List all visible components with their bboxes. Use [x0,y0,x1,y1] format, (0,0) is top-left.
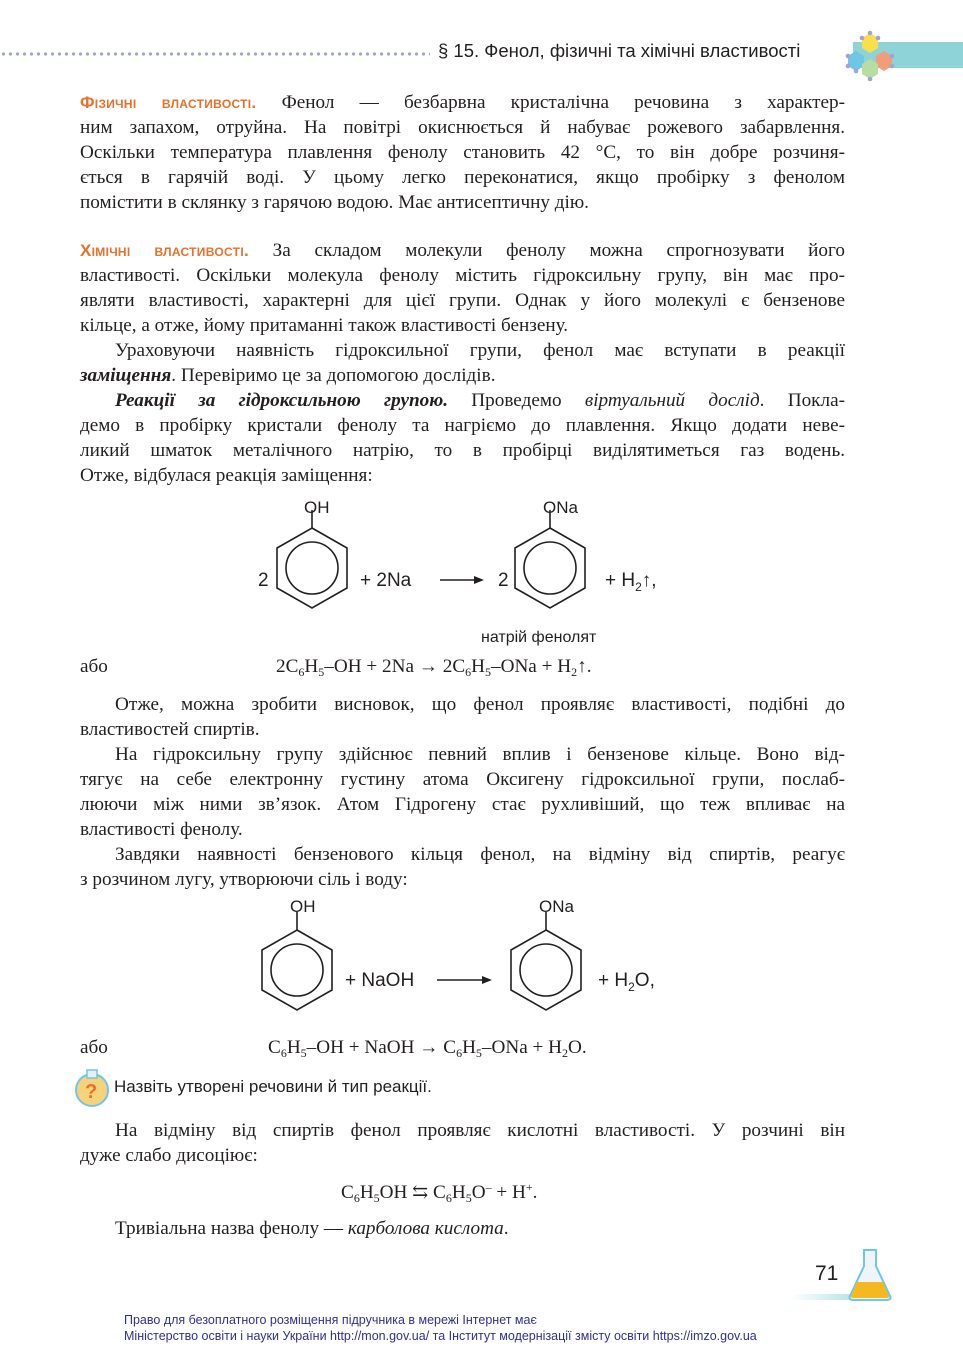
ona-label: ONa [543,498,578,517]
reaction-scheme-naoh [0,890,963,1020]
reagent-na: + 2Na [360,570,412,591]
page-number: 71 [815,1262,839,1285]
product-h2: + $H_2↑$, [605,570,657,594]
equation-sodium-line: $2C_6H_5-OH + 2Na \to 2C_6H_5-ONa$ + $H_2↑$. [276,656,592,679]
equation-naoh-line: $C_6H_5-OH$ + NaOH → $C_6H_5$–ONa + $H_2O$. [268,1037,587,1060]
oh-label: OH [290,897,316,916]
text-line: дуже слабо дисоціює: [80,1145,258,1166]
question-prompt: Назвіть утворені речовини й тип реакції. [114,1077,432,1096]
paragraph-substitution [80,338,845,388]
text-line: Оскільки температура плавлення фенолу становить 42 °С, то він добре розчиня- [80,142,845,163]
text-line: властивості фенолу. [80,819,243,840]
phenolate-ring [511,912,581,1010]
text-line: Ураховуючи наявність гідроксильної групи, фенол має вступати в реакції [115,340,845,361]
paragraph-benzene-influence [80,742,845,842]
paragraph-alkali-reaction [80,842,845,892]
paragraph-conclusion [80,692,845,742]
paragraph-hydroxyl-reactions [80,388,845,488]
coefficient: 2 [498,570,509,591]
paragraph-acidic-properties [80,1118,845,1168]
caption-sodium-phenolate: натрій фенолят [481,629,597,646]
or-label: або [80,1037,108,1058]
text-line: Фенол — безбарвна кристалічна речовина з характер- [256,92,845,113]
running-header-title: § 15. Фенол, фізичні та хімічні властивості [438,40,801,61]
text-line: Отже, можна зробити висновок, що фенол проявляє властивості, подібні до [115,694,845,715]
reaction-arrow [437,976,492,984]
text-line: ликий шматок металічного натрію, то в пробірці виділятиметься газ водень. [80,440,845,461]
text-line: Завдяки наявності бензенового кільця фенол, на відміну від спиртів, реагує [115,844,845,865]
text-line: На відміну від спиртів фенол проявляє кислотні властивості. У розчині він [115,1120,845,1141]
text-line: тягує на себе електронну густину атома Оксигену гідроксильної групи, послаб- [80,769,845,790]
flask-icon [846,1246,894,1302]
reagent-naoh: + NaOH [345,970,415,991]
text-line: Проведемо [448,390,585,411]
paragraph-physical-properties [80,90,845,215]
text-line: демо в пробірку кристали фенолу та нагріємо до плавлення. Якщо додати неве- [80,415,845,436]
heading-hydroxyl-reactions: Реакції за гідроксильною групою. [115,390,449,411]
heading-chemical-properties: Хімічні властивості. [80,241,249,260]
question-flask-icon [74,1068,110,1108]
text-line: люючи між ними зв’язок. Атом Гідрогену стає рухливіший, що теж впливає на [80,794,845,815]
footer-license-line-2: Міністерство освіти і науки України http://mon.gov.ua/ та Інститут модернізації змісту освіти https://imzo.gov.ua [124,1329,757,1343]
phenolate-ring [515,510,585,608]
term-substitution: заміщення [80,365,172,386]
text-line: За складом молекули фенолу можна спрогнозувати його [248,240,845,261]
text-line: ється в гарячій воді. У цьому легко переконатися, якщо пробірку з фенолом [80,167,845,188]
paragraph-trivial-name [115,1216,815,1241]
text-line: властивостей спиртів. [80,719,260,740]
text-line: являти властивості, характерні для цієї групи. Однак у його молекулі є бензенове [80,290,845,311]
hexagon-molecule-logo-icon [840,28,900,84]
coefficient: 2 [258,570,269,591]
text-line: Тривіальна назва фенолу — [115,1218,348,1239]
text-line: з розчином лугу, утворюючи сіль і воду: [80,869,408,890]
text-line: . [503,1218,509,1239]
paragraph-chemical-properties [80,238,845,338]
header-dotted-line [0,52,430,56]
ona-label: ONa [539,897,574,916]
text-line: властивості. Оскільки молекула фенолу містить гідроксильну групу, він має про- [80,265,845,286]
svg-text:?: ? [85,1081,98,1103]
term-carbolic-acid: карболова кислота [347,1218,504,1239]
text-line: . Перевіримо це за допомогою дослідів. [171,365,496,386]
text-line: помістити в склянку з гарячою водою. Має антисептичну дію. [80,192,589,213]
reaction-scheme-sodium [0,490,963,650]
or-label: або [80,656,108,677]
text-line: . Покла- [759,390,845,411]
oh-label: OH [304,498,330,517]
text-line: ним запахом, отруйна. На повітрі окиснюється й набуває рожевого забарвлення. [80,117,845,138]
equation-dissociation: $C_6H_5OH$ ⇆ $C_6H_5O^- + H^+$. [341,1180,538,1205]
phenol-ring [277,510,347,608]
reaction-arrow [440,576,484,584]
phenol-ring [262,912,332,1010]
text-line: На гідроксильну групу здійснює певний вплив і бензенове кільце. Воно від- [115,744,845,765]
product-water: + $H_2O$, [598,970,655,994]
footer-license-line-1: Право для безоплатного розміщення підручника в мережі Інтернет має [124,1313,537,1327]
text-line: кільце, а отже, йому притаманні також властивості бензену. [80,315,569,336]
text-line: Отже, відбулася реакція заміщення: [80,465,373,486]
term-virtual-experiment: віртуальний дослід [584,390,760,411]
heading-physical-properties: Фізичні властивості. [80,93,257,112]
